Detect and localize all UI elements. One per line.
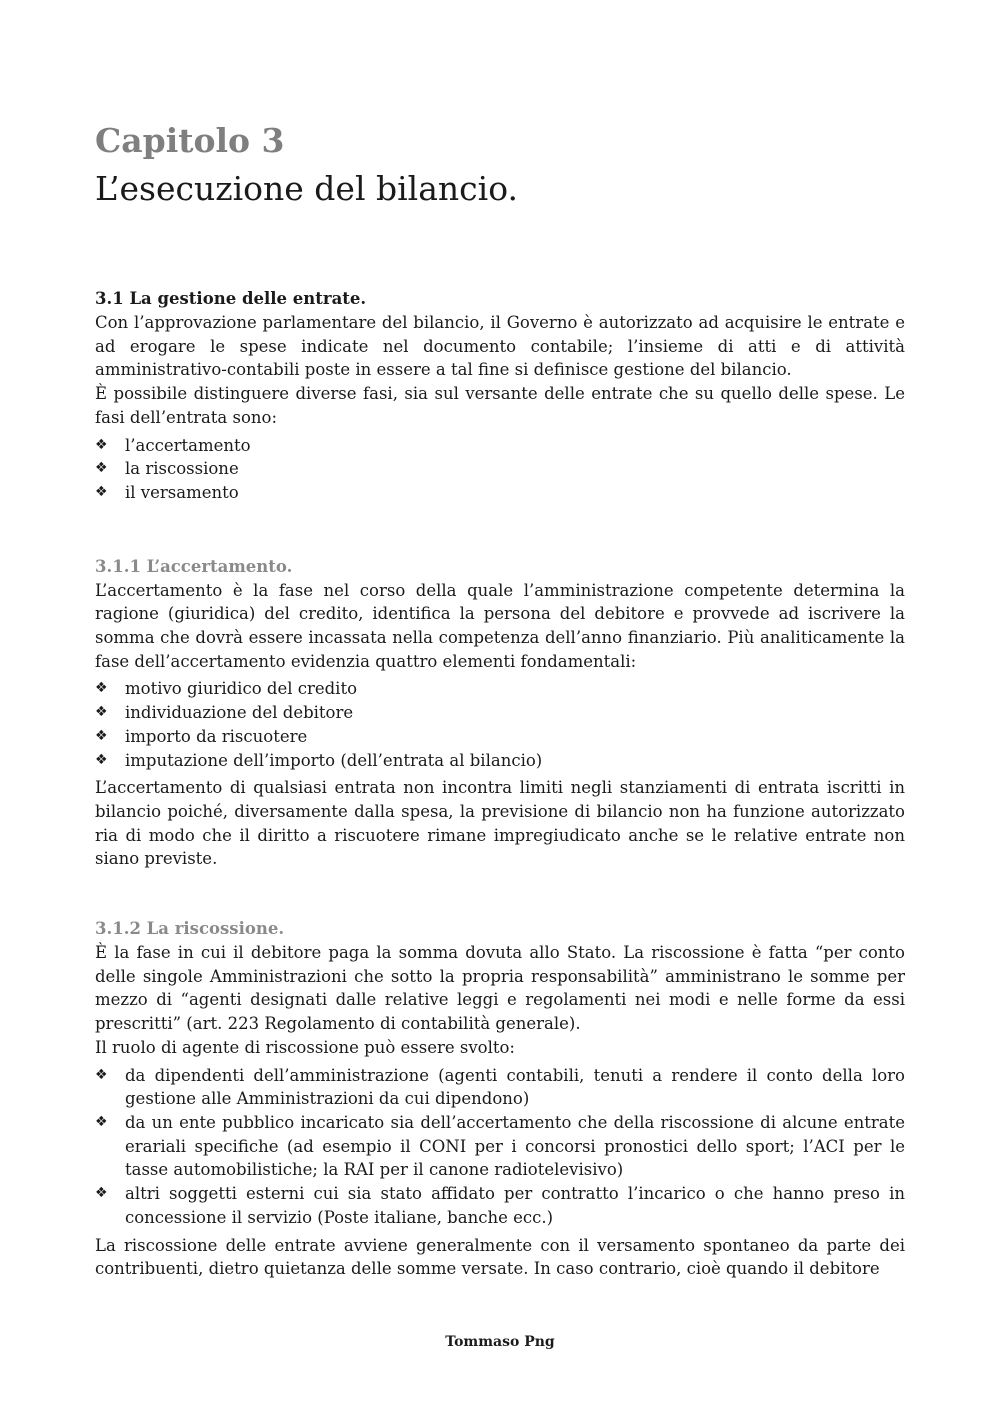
diamond-bullet-icon: ❖ bbox=[95, 751, 108, 768]
list-item: ❖ importo da riscuotere bbox=[95, 725, 905, 749]
diamond-bullet-icon: ❖ bbox=[95, 1113, 108, 1130]
diamond-bullet-icon: ❖ bbox=[95, 436, 108, 453]
list-item: ❖ il versamento bbox=[95, 481, 905, 505]
section-3-1-2-title: 3.1.2 La riscossione. bbox=[95, 919, 285, 939]
list-item: ❖ imputazione dell’importo (dell’entrata al bilancio) bbox=[95, 749, 905, 773]
section-3-1-title: 3.1 La gestione delle entrate. bbox=[95, 289, 367, 308]
diamond-bullet-icon: ❖ bbox=[95, 460, 108, 477]
diamond-bullet-icon: ❖ bbox=[95, 727, 108, 744]
chapter-title: L’esecuzione del bilancio. bbox=[95, 169, 518, 208]
list-item: ❖ da un ente pubblico incaricato sia dell’accertamento che della riscossione di alcune entrate erariali specifiche (ad esempio il CONI per i concorsi pronostici dello sport; l’ACI per le tasse automobilistiche; la RAI per il canone radiotelevisivo) bbox=[95, 1112, 905, 1180]
section-3-1-2-paragraph-3: La riscossione delle entrate avviene generalmente con il versamento spontaneo da parte dei contribuenti, dietro quietanza delle somme versate. In caso contrario, cioè quando il debitore bbox=[95, 1235, 905, 1279]
list-item: ❖ motivo giuridico del credito bbox=[95, 677, 905, 701]
section-3-1-2-paragraph-1: È la fase in cui il debitore paga la somma dovuta allo Stato. La riscossione è fatta “per conto delle singole Amministrazioni che sotto la propria responsabilità” amministrano le somme per mezzo di “agenti designati dalle relative leggi e regolamenti nei modi e nelle forme da essi prescritti” (art. 223 Regolamento di contabilità generale). bbox=[95, 943, 905, 1034]
diamond-bullet-icon: ❖ bbox=[95, 483, 108, 500]
accertamento-elements-list bbox=[95, 677, 905, 772]
list-item: ❖ da dipendenti dell’amministrazione (agenti contabili, tenuti a rendere il conto della loro gestione alle Amministrazioni da cui dipendono) bbox=[95, 1065, 905, 1109]
section-3-1-1-paragraph-2: L’accertamento di qualsiasi entrata non incontra limiti negli stanziamenti di entrata iscritti in bilancio poiché, diversamente dalla spesa, la previsione di bilancio non ha funzione autorizzato ria di modo che il diritto a riscuotere rimane impregiudicato anche se le relative entrate non siano previste. bbox=[95, 778, 905, 869]
entrate-phases-list bbox=[95, 434, 905, 505]
section-3-1-1-paragraph-1: L’accertamento è la fase nel corso della quale l’amministrazione competente determina la ragione (giuridica) del credito, identifica la persona del debitore e provvede ad iscrivere la somma che dovrà essere incassata nella competenza dell’anno finanziario. Più analiticamente la fase dell’accertamento evidenzia quattro elementi fondamentali: bbox=[95, 580, 905, 671]
diamond-bullet-icon: ❖ bbox=[95, 704, 108, 721]
section-3-1-1-title: 3.1.1 L’accertamento. bbox=[95, 556, 293, 576]
chapter-label: Capitolo 3 bbox=[95, 121, 285, 160]
document-page bbox=[95, 118, 905, 1281]
section-3-1-paragraph-1: Con l’approvazione parlamentare del bilancio, il Governo è autorizzato ad acquisire le entrate e ad erogare le spese indicate nel documento contabile; l’insieme di atti e di attività amministrativo-contabili poste in essere a tal fine si definisce gestione del bilancio. bbox=[95, 313, 905, 380]
list-item: ❖ la riscossione bbox=[95, 457, 905, 481]
section-3-1-paragraph-2: È possibile distinguere diverse fasi, sia sul versante delle entrate che su quello delle spese. Le fasi dell’entrata sono: bbox=[95, 384, 905, 427]
page-footer-author: Tommaso Png bbox=[445, 1334, 555, 1350]
list-item: ❖ altri soggetti esterni cui sia stato affidato per contratto l’incarico o che hanno preso in concessione il servizio (Poste italiane, banche ecc.) bbox=[95, 1184, 905, 1227]
list-item: ❖ individuazione del debitore bbox=[95, 701, 905, 725]
riscossione-agents-list bbox=[95, 1064, 905, 1230]
diamond-bullet-icon: ❖ bbox=[95, 1066, 108, 1083]
diamond-bullet-icon: ❖ bbox=[95, 1185, 108, 1202]
diamond-bullet-icon: ❖ bbox=[95, 680, 108, 697]
list-item: ❖ l’accertamento bbox=[95, 434, 905, 458]
section-3-1-2-paragraph-2: Il ruolo di agente di riscossione può essere svolto: bbox=[95, 1037, 515, 1057]
